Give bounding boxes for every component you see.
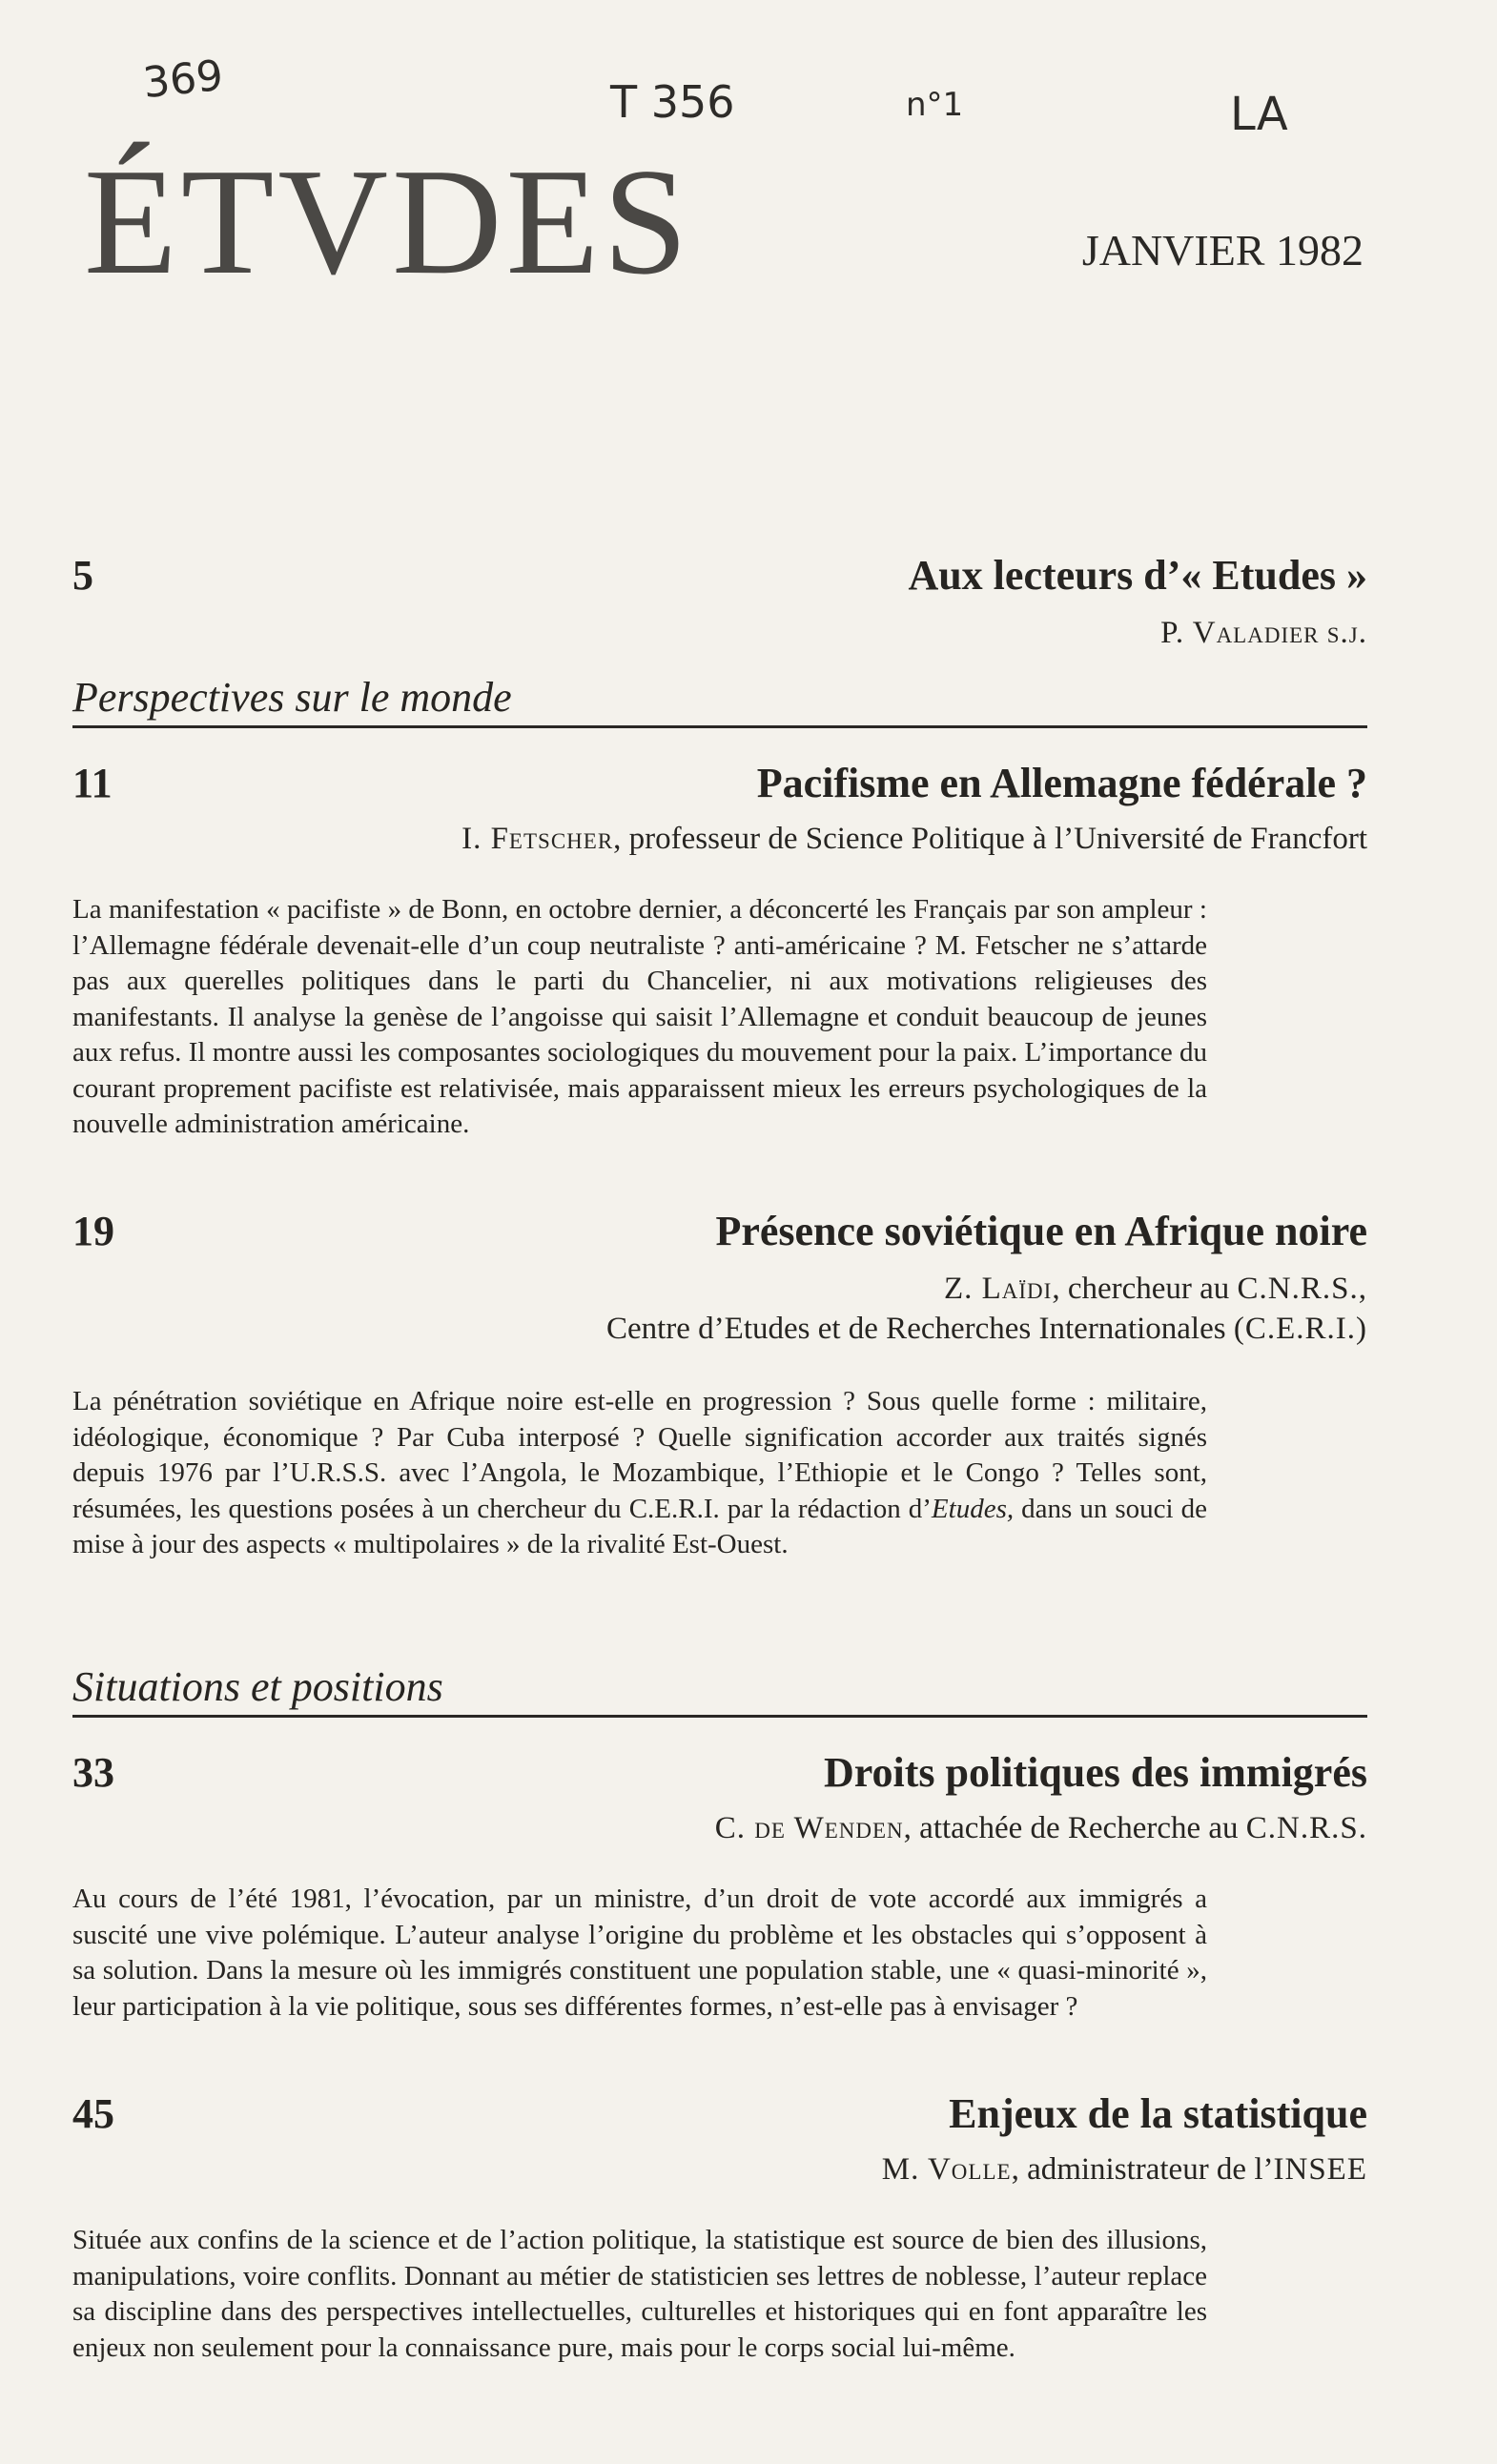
article-abstract-droits-politiques: Au cours de l’été 1981, l’évocation, par un ministre, d’un droit de vote accordé aux immigrés a suscité une vive polémique. L’auteur analyse l’origine du problème et les obstacles qui s’opposent à sa solution. Dans la mesure où les immigrés constituent une population stable, une « quasi-minorité », leur participation à la vie politique, sous ses différentes formes, n’est-elle pas à envisager ? [72,1884,1207,2022]
page-number-19: 19 [72,1208,114,1254]
abstract-text-a: La pénétration soviétique en Afrique noire est-elle en progression ? Sous quelle forme : militaire, idéologique, économique ? Par Cuba interposé ? Quelle signification accorder aux traités signés depuis 1976 par l’U.R.S.S. avec l’Angola, le Mozambique, l’Ethiopie et le Congo ? Telles sont, résumées, les questions posées à un chercheur du C.E.R.I. par la rédaction d’ [72,1386,1207,1524]
author-name: P. Valadier [1160,616,1320,650]
author-org: INSEE [1273,2152,1367,2187]
author-name: I. Fetscher [461,822,614,856]
journal-title: ÉTVDES [84,136,692,306]
article-title-droits-politiques: Droits politiques des immigrés [824,1749,1367,1796]
abstract-journal-ref: Etudes, [931,1493,1015,1524]
article-abstract-pacifisme: La manifestation « pacifiste » de Bonn, en octobre dernier, a déconcerté les Français par son ampleur : l’Allemagne fédérale devenait-elle d’un coup neutraliste ? anti-américaine ? M. Fetscher ne s’attarde pas aux querelles politiques dans le parti du Chancelier, ni aux motivations religieuses des manifestants. Il analyse la genèse de l’angoisse qui saisit l’Allemagne et conduit beaucoup de jeunes aux refus. Il montre aussi les composantes sociologiques du mouvement pour la paix. L’importance du courant proprement pacifiste est relativisée, mais apparaissent mieux les erreurs psychologiques de la nouvelle administration américaine. [72,894,1207,1139]
article-author-fetscher [461,822,1367,857]
author-affiliation-org: (C.E.R.I.) [1233,1312,1367,1346]
handwritten-call-number: T 356 [610,76,735,128]
article-abstract-presence-sovietique [72,1384,1207,1563]
author-name: Z. Laïdi [943,1272,1053,1306]
article-author-de-wenden [715,1811,1367,1846]
article-author-valadier [1160,616,1367,651]
handwritten-initials: LA [1230,88,1288,141]
page-number-5: 5 [72,552,93,599]
author-org: C.N.R.S., [1237,1272,1367,1306]
article-title-presence-sovietique: Présence soviétique en Afrique noire [715,1208,1367,1254]
article-author-laidi [944,1272,1367,1307]
article-title-aux-lecteurs: Aux lecteurs d’« Etudes » [908,552,1367,599]
author-role: , professeur de Science Politique à l’Université de Francfort [613,822,1367,856]
section-heading-perspectives: Perspectives sur le monde [72,673,1367,728]
page-number-33: 33 [72,1749,114,1796]
author-affiliation-name: Centre d’Etudes et de Recherches Internationales [605,1312,1226,1346]
author-role: s.j. [1326,616,1367,650]
article-title-enjeux-statistique: Enjeux de la statistique [949,2090,1367,2137]
author-name: C. de Wenden [714,1811,904,1845]
page-number-45: 45 [72,2090,114,2137]
article-title-pacifisme: Pacifisme en Allemagne fédérale ? [756,760,1367,806]
issue-date: JANVIER 1982 [1081,226,1364,275]
article-author-volle [882,2152,1367,2188]
article-abstract-enjeux-statistique: Située aux confins de la science et de l’action politique, la statistique est source de bien des illusions, manipulations, voire conflits. Donnant au métier de statisticien ses lettres de noblesse, l’auteur replace sa discipline dans des perspectives intellectuelles, culturelles et historiques qui en font apparaître les enjeux non seulement pour la connaissance pure, mais pour le corps social lui-même. [72,2225,1207,2363]
abstract-text-b: dans un souci de mise à jour des aspects « multipolaires » de la rivalité Est-Ouest. [72,1493,1208,1559]
article-author-affiliation [606,1312,1367,1347]
author-org: C.N.R.S. [1245,1811,1367,1845]
author-name: M. Volle [881,2152,1012,2187]
author-role: , chercheur au [1052,1272,1230,1306]
section-heading-situations: Situations et positions [72,1662,1367,1718]
author-role: , administrateur de l’ [1011,2152,1274,2187]
handwritten-number-369: 369 [140,51,226,109]
page-number-11: 11 [72,760,113,806]
author-role: , attachée de Recherche au [903,1811,1239,1845]
handwritten-issue-number: n°1 [906,86,964,124]
